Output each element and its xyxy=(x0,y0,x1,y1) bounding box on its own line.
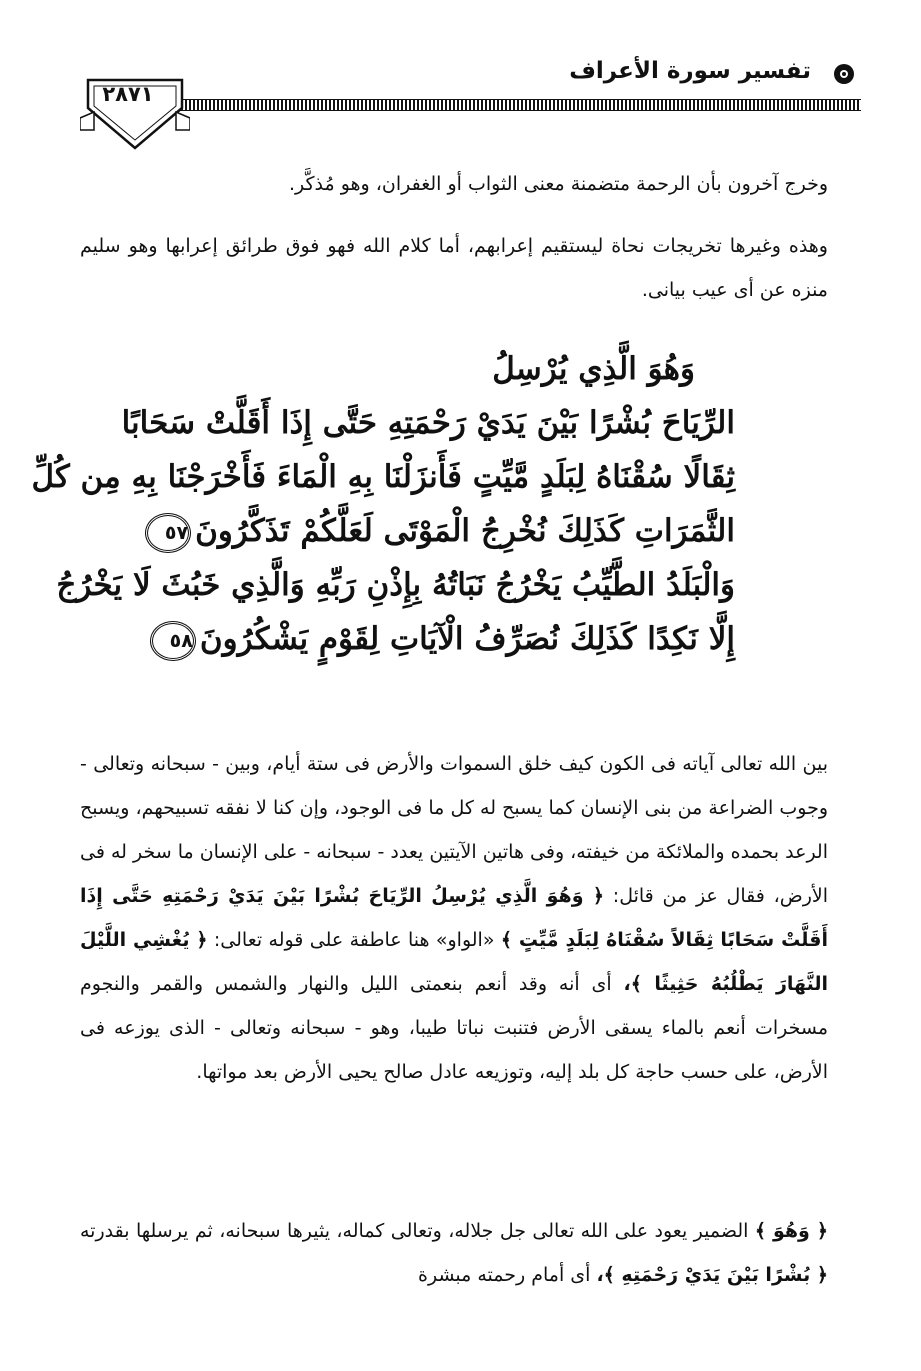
page-header xyxy=(0,0,921,160)
verse-line-4 xyxy=(164,504,735,558)
paragraph-4 xyxy=(80,1209,828,1297)
quote-bushran: ﴿ بُشْرًا بَيْنَ يَدَيْ رَحْمَتِهِ ﴾، xyxy=(596,1264,828,1286)
paragraph-2: وهذه وغيرها تخريجات نحاة ليستقيم إعرابهم، أما كلام الله فهو فوق طرائق إعرابها وهو سليم منزه عن أى عيب بيانى. xyxy=(80,235,828,301)
running-title: تفسير سورة الأعراف xyxy=(569,58,811,84)
paragraph-3 xyxy=(80,742,828,1094)
header-rule xyxy=(165,99,861,111)
verse-line-2: الرِّيَاحَ بُشْرًا بَيْنَ يَدَيْ رَحْمَتِهِ حَتَّى إِذَا أَقَلَّتْ سَحَابًا xyxy=(121,405,735,441)
paragraph-4-text-b: أى أمام رحمته مبشرة xyxy=(418,1264,591,1286)
verse-line-5: وَالْبَلَدُ الطَّيِّبُ يَخْرُجُ نَبَاتُهُ بِإِذْنِ رَبِّهِ وَالَّذِي خَبُثَ لَا يَخْرُجُ xyxy=(56,567,735,603)
verse-line-6-text: إِلَّا نَكِدًا كَذَلِكَ نُصَرِّفُ الْآيَاتِ لِقَوْمٍ يَشْكُرُونَ xyxy=(199,621,735,657)
verse-line-6 xyxy=(169,612,735,666)
page-number: ٢٨٧١ xyxy=(102,82,154,106)
verse-line-3: ثِقَالًا سُقْنَاهُ لِبَلَدٍ مَّيِّتٍ فَأَنزَلْنَا بِهِ الْمَاءَ فَأَخْرَجْنَا بِهِ مِن كُلِّ xyxy=(31,459,735,495)
ayah-number-58: ٥٨ xyxy=(150,621,196,661)
page-number-badge-icon xyxy=(80,60,190,152)
paragraph-3-text-b: «الواو» هنا عاطفة على قوله تعالى: xyxy=(213,929,495,951)
paragraph-3-text-c: أى أنه وقد أنعم بنعمتى الليل والنهار والشمس والقمر والنجوم مسخرات أنعم بالماء يسقى الأرض فتنبت نباتا طيبا، وهو - سبحانه وتعالى - الذى يوزعه فى الأرض، على حسب حاجة كل بلد إليه، وتوزيعه عادل صالح يحيى الأرض بعد مواتها. xyxy=(80,973,828,1083)
ayah-number-57: ٥٧ xyxy=(145,513,191,553)
paragraph-3-text-a: بين الله تعالى آياته فى الكون كيف خلق السموات والأرض فى ستة أيام، وبين - سبحانه وتعالى - وجوب الضراعة من بنى الإنسان كما يسبح له كل ما فى الوجود، وإن كنا لا نفقه تسبيحهم، ويسبح الرعد بحمده والملائكة من خيفته، وفى هاتين الآيتين يعدد - سبحانه - على الإنسان ما سخر له فى الأرض، فقال عز من قائل: xyxy=(80,753,828,907)
verse-line-4-text: الثَّمَرَاتِ كَذَلِكَ نُخْرِجُ الْمَوْتَى لَعَلَّكُمْ تَذَكَّرُونَ xyxy=(195,513,735,549)
quote-wahuwa: ﴿ وَهُوَ ﴾ xyxy=(754,1220,828,1242)
flower-ornament-icon xyxy=(829,62,859,86)
quote-verse-1: ﴿ وَهُوَ الَّذِي يُرْسِلُ الرِّيَاحَ بُشْرًا بَيْنَ يَدَيْ رَحْمَتِهِ حَتَّى إِذَا أَقَلَّتْ سَحَابًا ثِقَالاً سُقْنَاهُ لِبَلَدٍ مَّيِّتٍ ﴾ xyxy=(80,885,828,951)
paragraph-4-text-a: الضمير يعود على الله تعالى جل جلاله، وتعالى كماله، يثيرها سبحانه، ثم يرسلها بقدرته xyxy=(80,1220,749,1242)
quote-verse-2: ﴿ يُغْشِي اللَّيْلَ النَّهَارَ يَطْلُبُهُ حَثِيثًا ﴾، xyxy=(80,929,828,995)
verse-line-1: وَهُوَ الَّذِي يُرْسِلُ xyxy=(492,351,695,387)
quran-verses-block xyxy=(31,342,735,666)
paragraph-1: وخرج آخرون بأن الرحمة متضمنة معنى الثواب أو الغفران، وهو مُذكَّر. xyxy=(288,173,828,195)
